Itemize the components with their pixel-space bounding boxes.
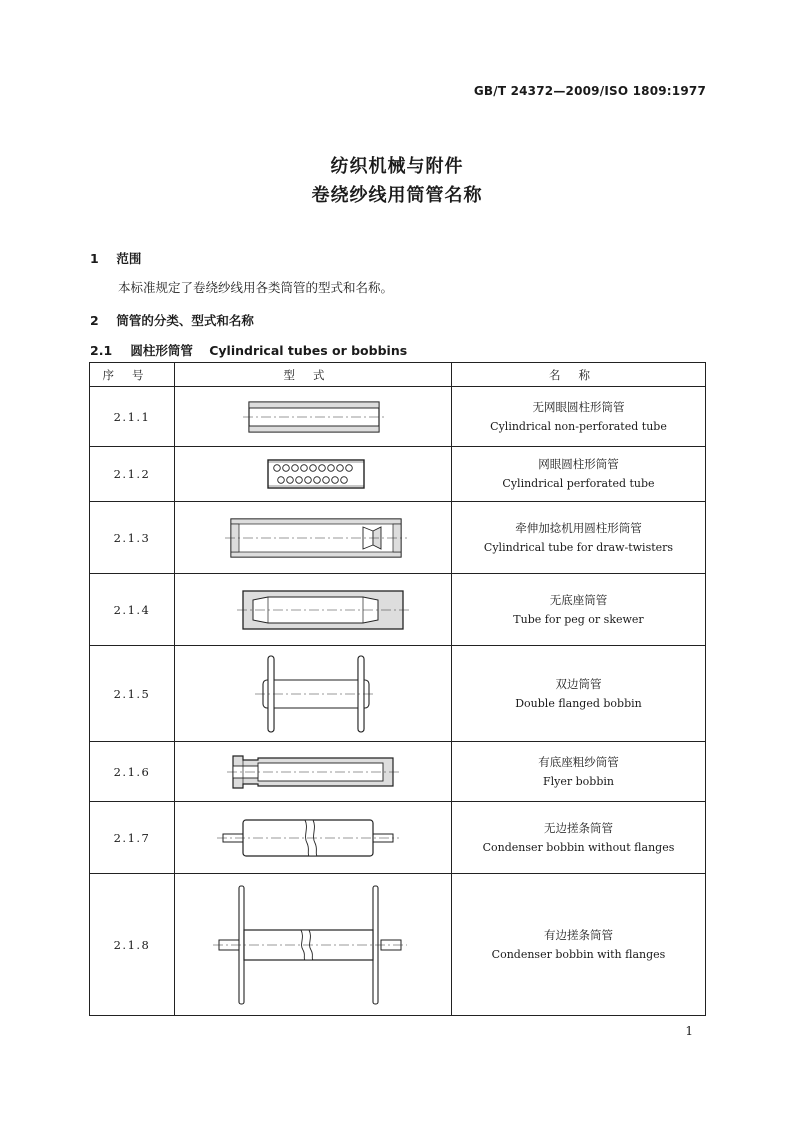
document-subtitle: 卷绕纱线用筒管名称	[311, 185, 483, 206]
bobbin-table	[89, 362, 706, 1016]
row-seq: 2.1.6	[90, 742, 175, 802]
flyer-bobbin-drawing	[213, 750, 413, 794]
row-name	[452, 447, 706, 502]
table-row	[90, 574, 706, 646]
name-en: Condenser bobbin without flanges	[482, 840, 675, 854]
name-en: Tube for peg or skewer	[513, 612, 644, 626]
row-seq: 2.1.5	[90, 646, 175, 742]
header-type: 型式	[175, 363, 452, 387]
row-figure	[175, 874, 452, 1016]
row-figure	[175, 502, 452, 574]
table-row	[90, 742, 706, 802]
section-2-1-heading	[90, 341, 407, 359]
perforated-tube-drawing	[213, 454, 413, 494]
row-figure	[175, 387, 452, 447]
section-1-heading	[90, 249, 141, 267]
section-2-heading	[90, 311, 254, 329]
name-cn: 无底座筒管	[549, 592, 608, 607]
page-number: 1	[685, 1024, 693, 1038]
row-name	[452, 646, 706, 742]
table-row	[90, 646, 706, 742]
section-2-1-number: 2.1	[90, 343, 113, 358]
row-name	[452, 574, 706, 646]
row-seq: 2.1.2	[90, 447, 175, 502]
name-cn: 双边筒管	[555, 676, 602, 691]
table-row	[90, 447, 706, 502]
peg-tube-drawing	[213, 585, 413, 635]
name-cn: 牵伸加捻机用圆柱形筒管	[515, 520, 642, 535]
row-name	[452, 802, 706, 874]
row-figure	[175, 802, 452, 874]
name-cn: 无网眼圆柱形筒管	[532, 399, 625, 414]
row-figure	[175, 447, 452, 502]
row-seq: 2.1.3	[90, 502, 175, 574]
double-flanged-bobbin-drawing	[213, 652, 413, 736]
row-seq: 2.1.4	[90, 574, 175, 646]
table-header-row	[90, 363, 706, 387]
section-2-title: 筒管的分类、型式和名称	[116, 313, 254, 328]
name-cn: 有底座粗纱筒管	[538, 754, 619, 769]
name-cn: 有边搓条筒管	[544, 927, 613, 942]
name-en: Cylindrical non-perforated tube	[490, 419, 667, 433]
row-name	[452, 874, 706, 1016]
name-en: Condenser bobbin with flanges	[491, 947, 666, 961]
name-en: Flyer bobbin	[543, 774, 614, 788]
section-2-1-title-en: Cylindrical tubes or bobbins	[209, 343, 408, 358]
row-figure	[175, 574, 452, 646]
header-name: 名称	[452, 363, 706, 387]
section-2-1-title-cn: 圆柱形筒管	[130, 343, 193, 358]
standard-code: GB/T 24372—2009/ISO 1809:1977	[473, 84, 706, 98]
table-row	[90, 874, 706, 1016]
row-figure	[175, 742, 452, 802]
table-row	[90, 802, 706, 874]
condenser-bobbin-with-flange-drawing	[213, 882, 413, 1008]
row-seq: 2.1.7	[90, 802, 175, 874]
row-name	[452, 742, 706, 802]
header-seq: 序号	[90, 363, 175, 387]
name-en: Double flanged bobbin	[515, 696, 642, 710]
name-en: Cylindrical tube for draw-twisters	[483, 540, 674, 554]
condenser-bobbin-no-flange-drawing	[213, 813, 413, 863]
section-1-text: 本标准规定了卷绕纱线用各类筒管的型式和名称。	[118, 280, 394, 295]
section-2-number: 2	[90, 313, 99, 328]
section-1-title: 范围	[116, 251, 142, 266]
draw-twister-tube-drawing	[213, 513, 413, 563]
non-perforated-tube-drawing	[213, 397, 413, 437]
table-row	[90, 387, 706, 447]
name-en: Cylindrical perforated tube	[502, 477, 655, 490]
row-name	[452, 502, 706, 574]
row-figure	[175, 646, 452, 742]
table-row	[90, 502, 706, 574]
name-cn: 无边搓条筒管	[544, 820, 613, 835]
name-cn: 网眼圆柱形筒管	[538, 457, 619, 471]
row-seq: 2.1.8	[90, 874, 175, 1016]
row-name	[452, 387, 706, 447]
document-title: 纺织机械与附件	[330, 156, 464, 177]
section-1-number: 1	[90, 251, 99, 266]
row-seq: 2.1.1	[90, 387, 175, 447]
